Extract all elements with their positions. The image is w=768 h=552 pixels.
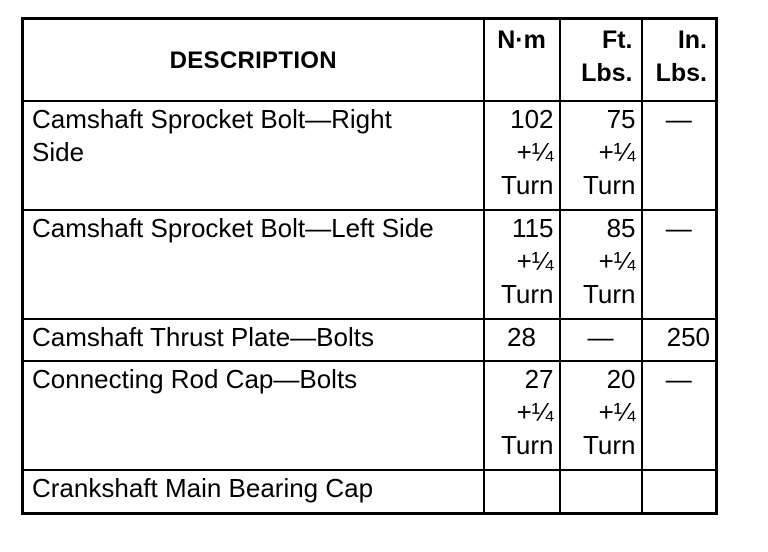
description-column-header: DESCRIPTION — [23, 19, 484, 102]
ft-lbs-cell: 75 +¼ Turn — [560, 101, 642, 210]
ft-lbs-cell — [560, 470, 642, 514]
nm-cell — [484, 470, 560, 514]
nm-cell: 102 +¼ Turn — [484, 101, 560, 210]
torque-spec-table — [21, 17, 718, 515]
nm-cell: 115 +¼ Turn — [484, 210, 560, 319]
table-row — [23, 319, 717, 361]
in-lbs-cell: — — [642, 361, 717, 470]
table-body — [23, 101, 717, 514]
ft-lbs-cell: 20 +¼ Turn — [560, 361, 642, 470]
table-row — [23, 361, 717, 470]
description-cell: Camshaft Sprocket Bolt—Left Side — [23, 210, 484, 319]
ft-lbs-cell: — — [560, 319, 642, 361]
in-lbs-column-header: In. Lbs. — [642, 19, 717, 102]
ft-lbs-cell: 85 +¼ Turn — [560, 210, 642, 319]
table-row — [23, 210, 717, 319]
nm-cell: 27 +¼ Turn — [484, 361, 560, 470]
description-cell: Camshaft Sprocket Bolt—Right Side — [23, 101, 484, 210]
table-row — [23, 101, 717, 210]
in-lbs-cell: — — [642, 101, 717, 210]
header-row — [23, 19, 717, 102]
description-cell: Camshaft Thrust Plate—Bolts — [23, 319, 484, 361]
in-lbs-cell: 250 — [642, 319, 717, 361]
description-cell: Connecting Rod Cap—Bolts — [23, 361, 484, 470]
in-lbs-cell: — — [642, 210, 717, 319]
description-cell: Crankshaft Main Bearing Cap — [23, 470, 484, 514]
table-header — [23, 19, 717, 102]
table-row — [23, 470, 717, 514]
in-lbs-cell — [642, 470, 717, 514]
ft-lbs-column-header: Ft. Lbs. — [560, 19, 642, 102]
nm-column-header: N·m — [484, 19, 560, 102]
nm-cell: 28 — [484, 319, 560, 361]
